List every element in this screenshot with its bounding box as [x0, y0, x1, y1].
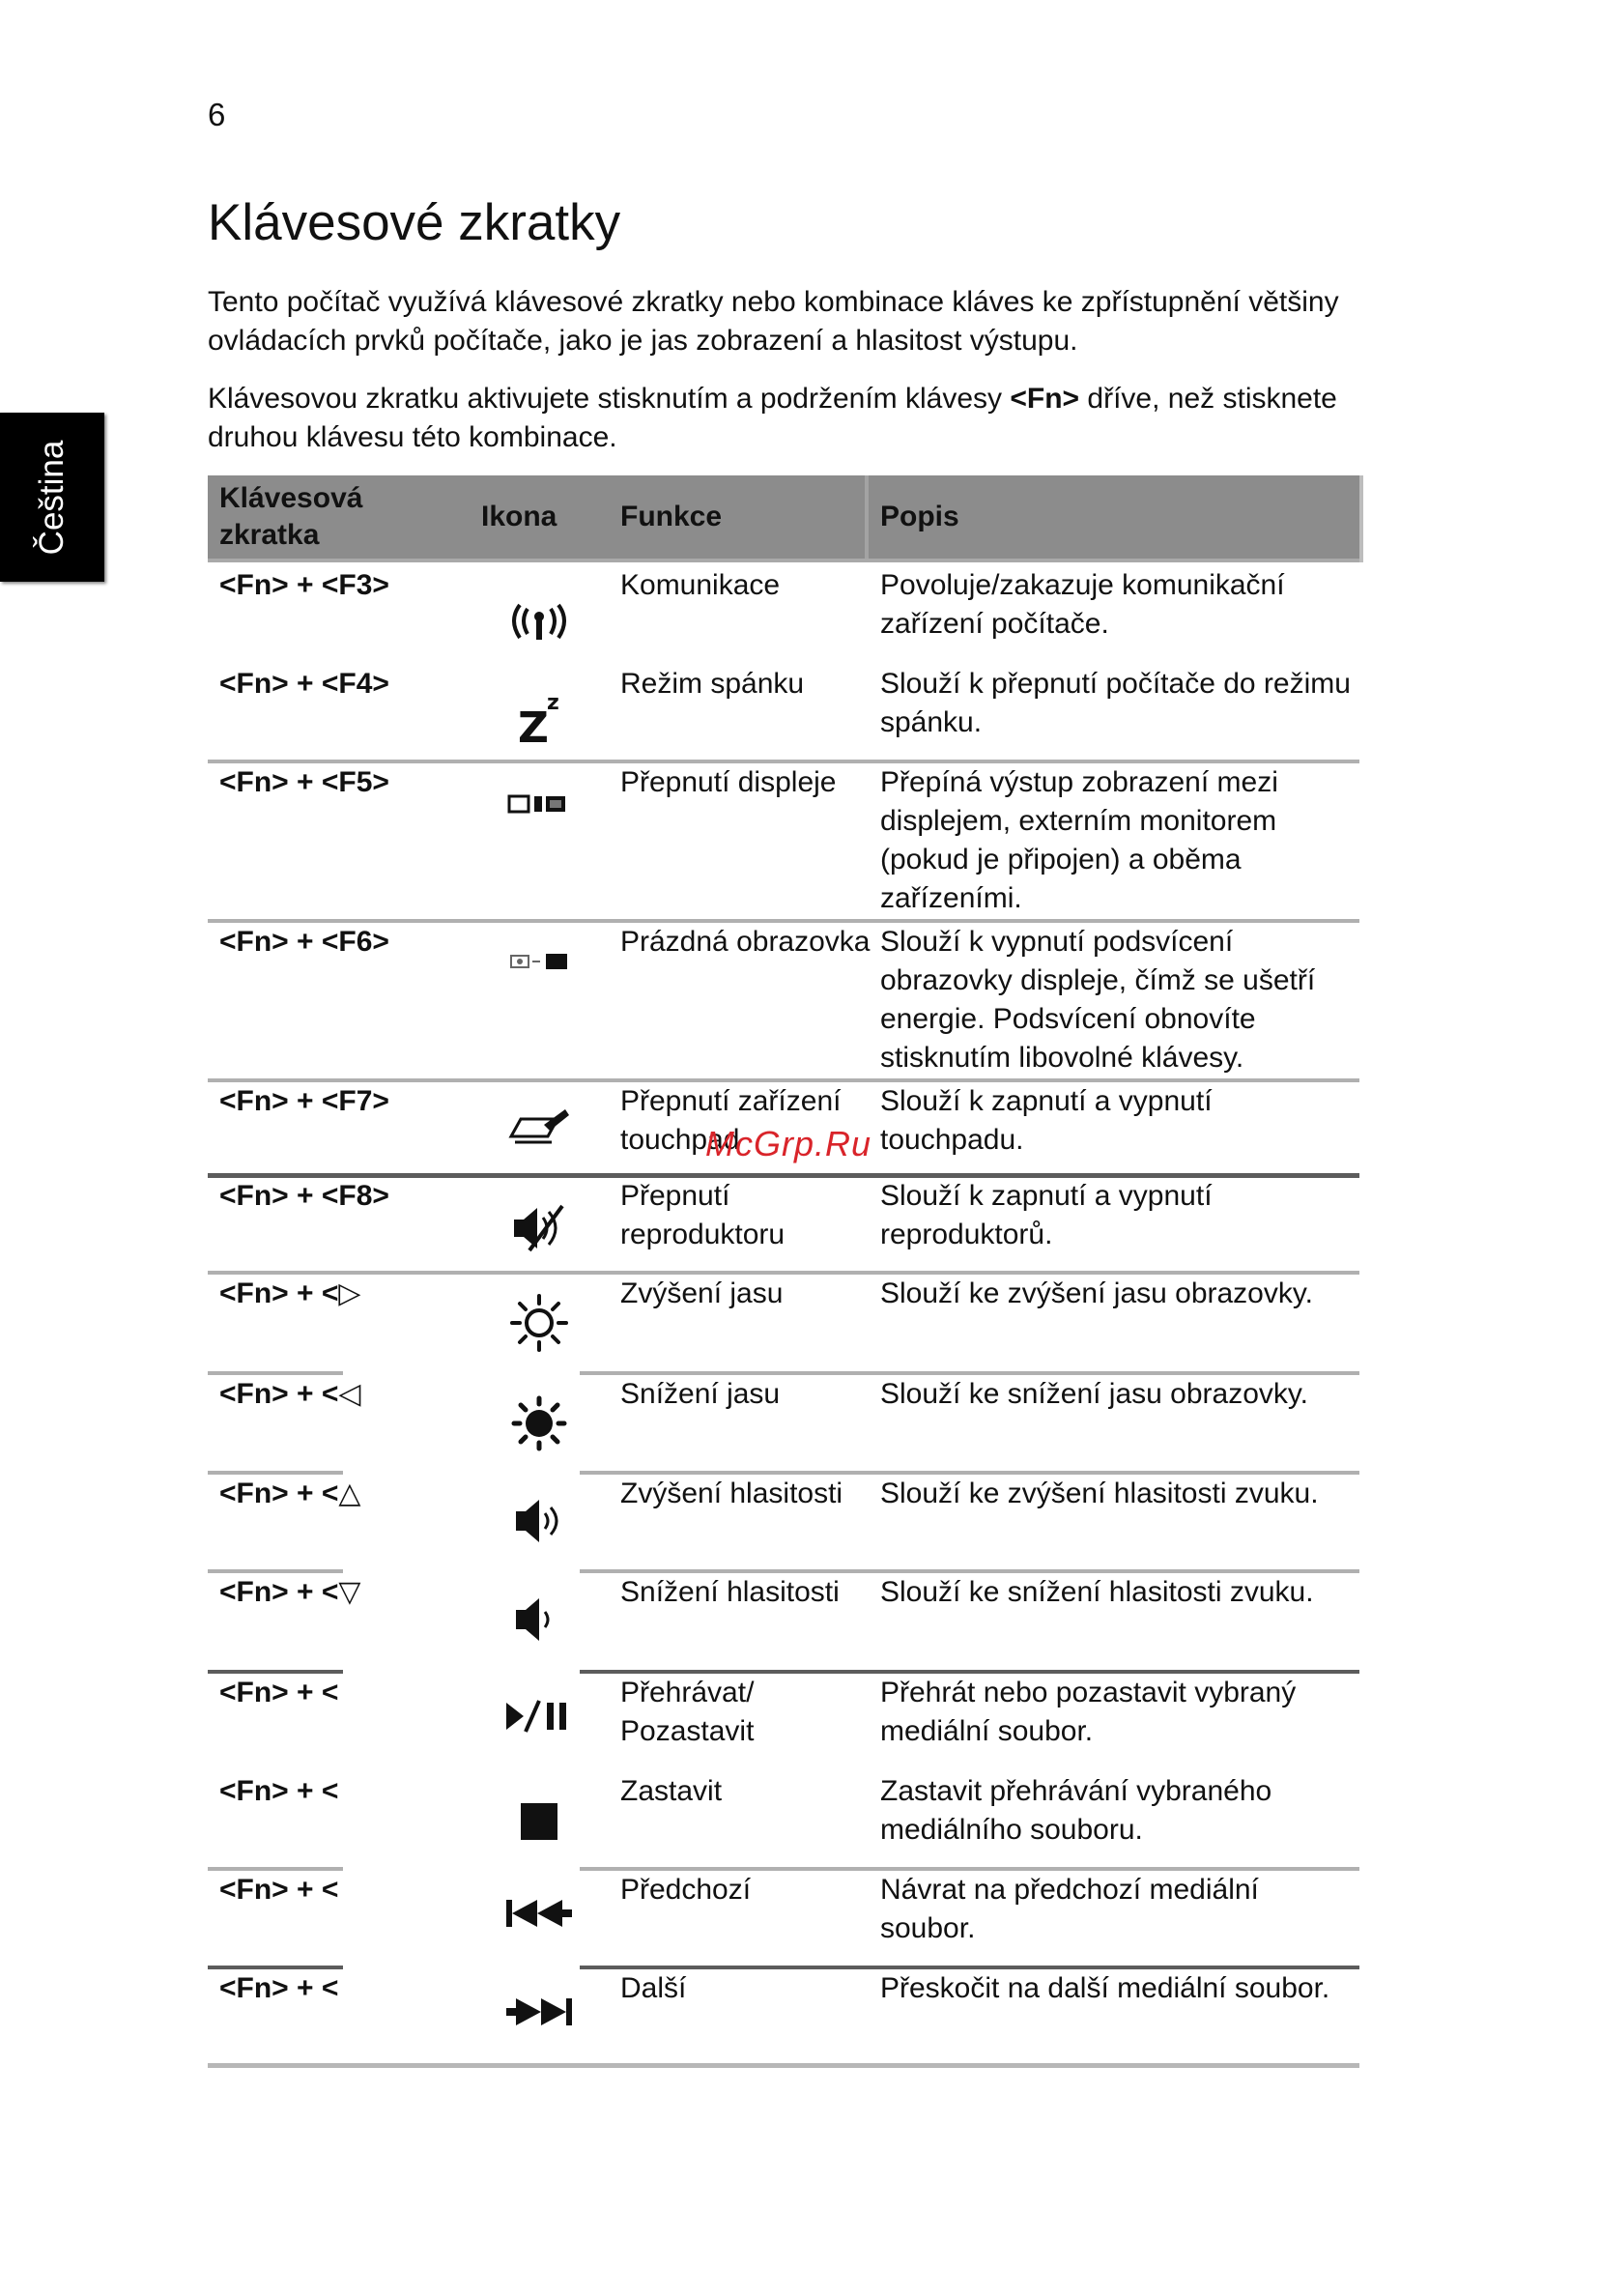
table-row: [208, 919, 1359, 1078]
intro-paragraph: Tento počítač využívá klávesové zkratky nebo kombinace kláves ke zpřístupnění většiny ovládacích prvků počítače, jako je jas zobrazení a hlasitost výstupu.: [208, 286, 1339, 357]
table-header: [208, 475, 1359, 562]
svg-text:z: z: [547, 691, 559, 715]
row-key: <Fn> + <F3>: [219, 569, 389, 601]
row-function: Režim spánku: [620, 668, 805, 700]
table-bottom-border: [208, 2063, 1359, 2068]
previous-track-icon: [481, 1894, 597, 1933]
row-key: <Fn> + <▽: [219, 1576, 361, 1608]
row-function: Snížení jasu: [620, 1378, 781, 1410]
fn-key-label: <Fn>: [1010, 383, 1080, 415]
row-function: Přepnutí reproduktoru: [620, 1180, 786, 1250]
svg-text:Z: Z: [518, 703, 549, 753]
row-description: Slouží ke zvýšení jasu obrazovky.: [880, 1277, 1313, 1309]
row-function: Přehrávat/ Pozastavit: [620, 1677, 755, 1747]
table-row: [208, 1173, 1359, 1271]
hotkeys-table: [208, 475, 1359, 2068]
row-key: <Fn> + <△: [219, 1478, 361, 1509]
table-row: [208, 1867, 1359, 1966]
table-row: [208, 1670, 1359, 1768]
fn-instruction-before: Klávesovou zkratku aktivujete stisknutím a podržením klávesy: [208, 383, 1011, 415]
table-row: [208, 1768, 1359, 1867]
fn-instruction-paragraph: [208, 380, 1386, 457]
fn-instruction-after: dříve, než stisknete druhou klávesu této kombinace.: [208, 383, 1337, 453]
table-row: [208, 562, 1359, 661]
row-key: <Fn> + <F4>: [219, 668, 389, 700]
row-key: <Fn> + <: [219, 1874, 339, 1906]
row-function: Snížení hlasitosti: [620, 1576, 840, 1608]
sleep-icon: [481, 682, 597, 753]
row-description: Slouží ke snížení jasu obrazovky.: [880, 1378, 1308, 1410]
row-description: Slouží ke snížení hlasitosti zvuku.: [880, 1576, 1314, 1608]
row-description: Slouží k zapnutí a vypnutí touchpadu.: [880, 1085, 1213, 1156]
table-row: [208, 1371, 1359, 1471]
row-description: Přepíná výstup zobrazení mezi displejem, externím monitorem (pokud je připojen) a oběma zařízeními.: [880, 766, 1278, 914]
row-key: <Fn> + <◁: [219, 1378, 361, 1410]
table-row: [208, 661, 1359, 760]
row-function: Další: [620, 1972, 687, 2004]
row-description: Povoluje/zakazuje komunikační zařízení počítače.: [880, 569, 1285, 640]
row-function: Přepnutí displeje: [620, 766, 837, 798]
stop-icon: [481, 1797, 597, 1846]
row-key: <Fn> + <F6>: [219, 926, 389, 958]
page-number: 6: [208, 97, 226, 132]
row-description: Zastavit přehrávání vybraného mediálního souboru.: [880, 1775, 1272, 1846]
row-function: Zvýšení jasu: [620, 1277, 784, 1309]
header-key: Klávesová zkratka: [219, 482, 363, 551]
brightness-up-icon: [481, 1292, 597, 1354]
table-row: [208, 1471, 1359, 1569]
header-divider: [865, 475, 869, 559]
screen-blank-icon: [481, 948, 597, 975]
speaker-mute-icon: [481, 1202, 597, 1254]
row-key: <Fn> + <F7>: [219, 1085, 389, 1117]
row-function: Prázdná obrazovka: [620, 926, 871, 958]
language-tab: [0, 413, 104, 582]
next-track-icon: [481, 1993, 597, 2031]
row-key: <Fn> + <▷: [219, 1277, 361, 1309]
table-row: [208, 1271, 1359, 1371]
row-key: <Fn> + <: [219, 1972, 339, 2004]
brightness-down-icon: [481, 1392, 597, 1454]
header-description: Popis: [880, 501, 959, 532]
language-tab-label: Čeština: [33, 440, 71, 556]
row-function: Zvýšení hlasitosti: [620, 1478, 843, 1509]
row-key: <Fn> + <: [219, 1775, 339, 1807]
row-key: <Fn> + <F8>: [219, 1180, 389, 1212]
row-description: Slouží k vypnutí podsvícení obrazovky displeje, čímž se ušetří energie. Podsvícení obnovíte stisknutím libovolné klávesy.: [880, 926, 1316, 1074]
row-key: <Fn> + <F5>: [219, 766, 389, 798]
row-description: Přeskočit na další mediální soubor.: [880, 1972, 1330, 2004]
table-body: [208, 562, 1359, 2068]
page-title: Klávesové zkratky: [208, 194, 621, 251]
header-function: Funkce: [620, 501, 723, 532]
volume-up-icon: [481, 1492, 597, 1550]
row-description: Slouží k zapnutí a vypnutí reproduktorů.: [880, 1180, 1213, 1250]
display-toggle-icon: [481, 790, 597, 818]
row-description: Návrat na předchozí mediální soubor.: [880, 1874, 1259, 1944]
header-icon: Ikona: [481, 501, 557, 532]
table-row: [208, 1966, 1359, 2063]
table-row: [208, 760, 1359, 919]
row-function: Zastavit: [620, 1775, 723, 1807]
row-description: Slouží k přepnutí počítače do režimu spánku.: [880, 668, 1351, 738]
touchpad-icon: [481, 1105, 597, 1148]
row-key: <Fn> + <: [219, 1677, 339, 1708]
row-function: Komunikace: [620, 569, 781, 601]
volume-down-icon: [481, 1591, 597, 1649]
table-row: [208, 1569, 1359, 1670]
row-description: Slouží ke zvýšení hlasitosti zvuku.: [880, 1478, 1319, 1509]
wireless-icon: [481, 599, 597, 646]
row-function: Přepnutí zařízení touchpad: [620, 1085, 842, 1156]
row-function: Předchozí: [620, 1874, 752, 1906]
row-description: Přehrát nebo pozastavit vybraný mediální soubor.: [880, 1677, 1297, 1747]
watermark: McGrp.Ru: [705, 1124, 872, 1163]
play-pause-icon: [481, 1695, 597, 1737]
